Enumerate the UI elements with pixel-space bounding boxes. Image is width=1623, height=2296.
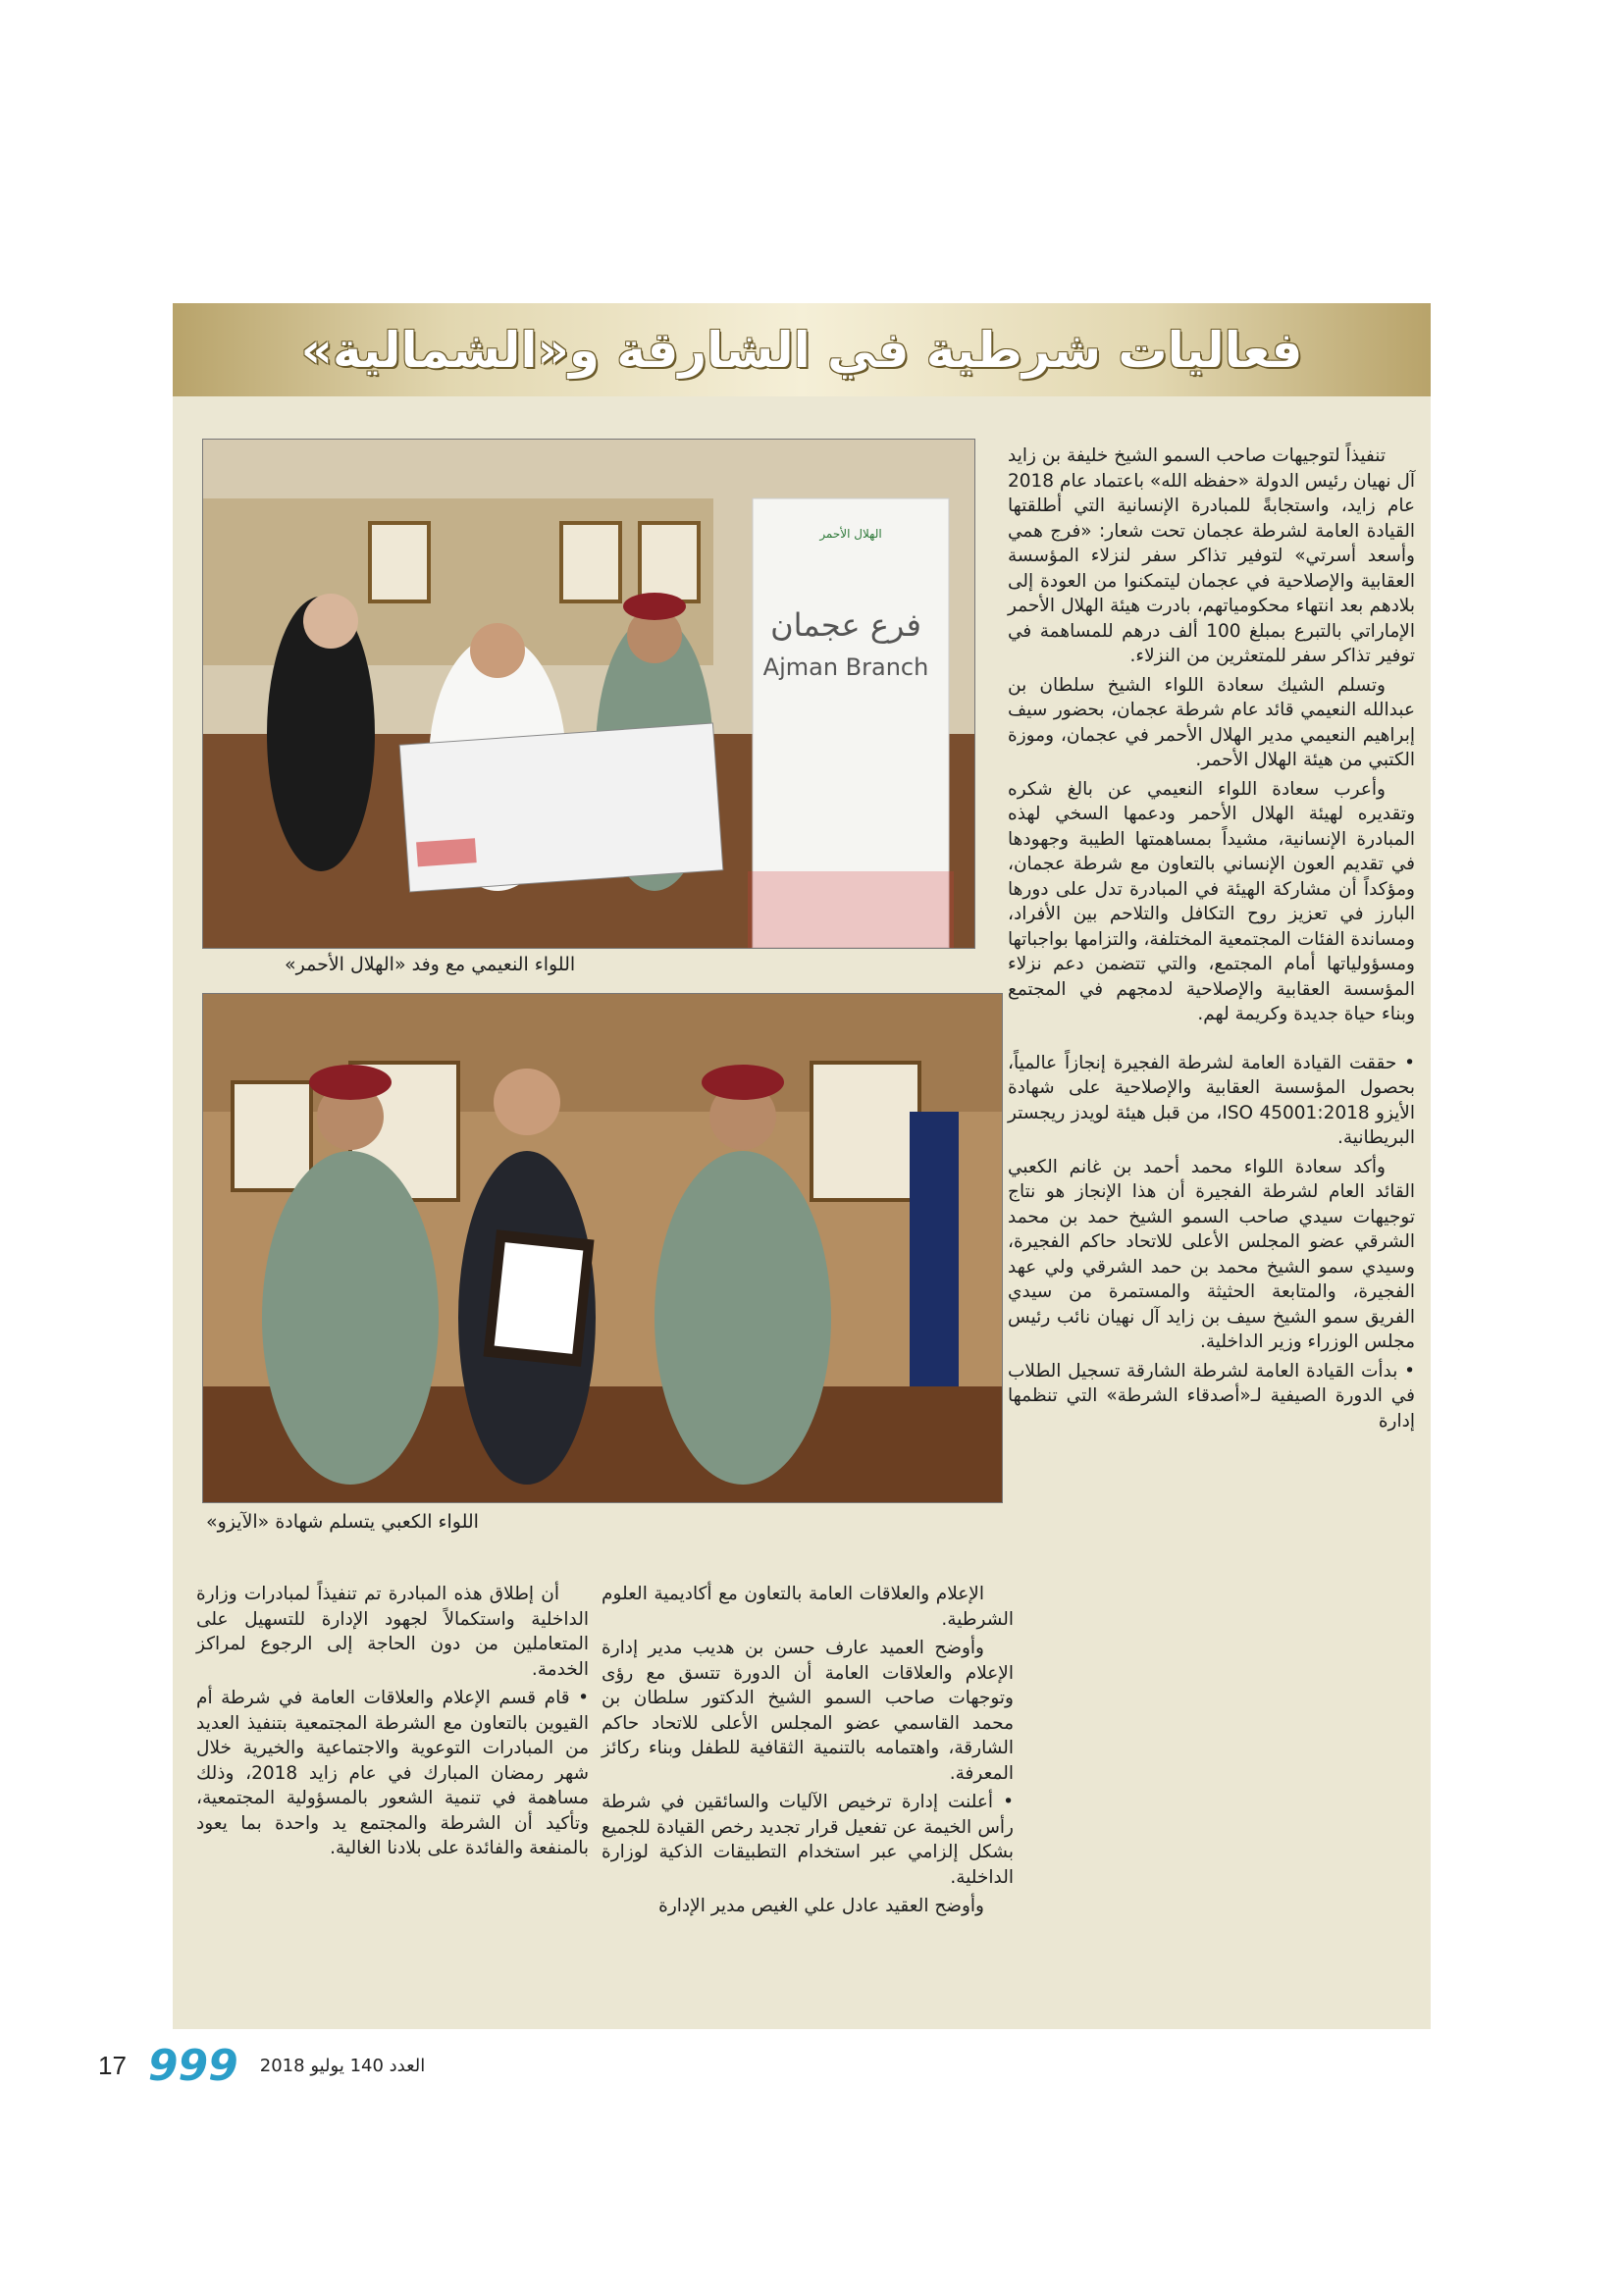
paragraph: وأكد سعادة اللواء محمد أحمد بن غانم الكعبي القائد العام لشرطة الفجيرة أن هذا الإنجاز هو نتاج توجيهات سيدي صاحب السمو الشيخ حمد بن محمد الشرقي عضو المجلس الأعلى للاتحاد حاكم الفجيرة، وسيدي سمو الشيخ محمد بن حمد الشرقي ولي عهد الفجيرة، والمتابعة الحثيثة والمستمرة من سيدي الفريق سمو الشيخ سيف بن زايد آل نهيان نائب رئيس مجلس الوزراء وزير الداخلية. [1008,1156,1415,1352]
paragraph: وأعرب سعادة اللواء النعيمي عن بالغ شكره وتقديره لهيئة الهلال الأحمر ودعمها السخي لهذه المبادرة الإنسانية، مشيداً بمساهمتها الطيبة وجهودها في تقديم العون الإنساني بالتعاون مع شرطة عجمان، ومؤكداً أن مشاركة الهيئة في المبادرة تدل على دورها البارز في تعزيز روح التكافل والتلاحم بين الأفراد، ومساندة الفئات المجتمعية المختلفة، والتزامها بواجباتها ومسؤولياتها أمام المجتمع، والتي تتضمن دعم نزلاء المؤسسة العقابية والإصلاحية لدمجهم في المجتمع وبناء حياة جديدة وكريمة لهم. [1008,778,1415,1024]
article-column-right [1008,444,1415,1437]
photo-iso-certificate [202,993,1003,1503]
paragraph: وأوضح العميد عارف حسن بن هديب مدير إدارة الإعلام والعلاقات العامة أن الدورة تتسق مع رؤى وتوجهات صاحب السمو الشيخ الدكتور سلطان بن محمد القاسمي عضو المجلس الأعلى للاتحاد حاكم الشارقة، واهتمامه بالتنمية الثقافية للطفل وبناء ركائز المعرفة. [602,1638,1014,1784]
issue-info: العدد 140 يوليو 2018 [259,2055,426,2076]
article-header [173,303,1431,396]
magazine-logo: 999 [147,2040,238,2091]
photo2-caption: اللواء الكعبي يتسلم شهادة «الآيزو» [206,1511,479,1533]
paragraph: تنفيذاً لتوجيهات صاحب السمو الشيخ خليفة بن زايد آل نهيان رئيس الدولة «حفظه الله» باعتماد عام 2018 عام زايد، واستجابةً للمبادرة الإنسانية التي أطلقتها القيادة العامة لشرطة عجمان تحت شعار: «فرج همي وأسعد أسرتي» لتوفير تذاكر سفر لنزلاء المؤسسة العقابية والإصلاحية في عجمان ليتمكنوا من العودة إلى بلادهم بعد انتهاء محكومياتهم، بادرت هيئة الهلال الأحمر الإماراتي بالتبرع بمبلغ 100 ألف درهم للمساهمة في توفير تذاكر سفر للمتعثرين من النزلاء. [1008,445,1415,666]
article-column-left [196,1582,589,1865]
paragraph: • قام قسم الإعلام والعلاقات العامة في شرطة أم القيوين بالتعاون مع الشرطة المجتمعية بتنفيذ العديد من المبادرات التوعوية والاجتماعية والخيرية خلال شهر رمضان المبارك في عام زايد 2018، وذلك مساهمة في تنمية الشعور بالمسؤولية المجتمعية، وتأكيد أن الشرطة والمجتمع يد واحدة بما يعود بالمنفعة والفائدة على بلادنا الغالية. [196,1688,589,1858]
paragraph: وأوضح العقيد عادل علي الغيص مدير الإدارة [658,1896,984,1916]
page-number: 17 [98,2050,127,2080]
paragraph: • بدأت القيادة العامة لشرطة الشارقة تسجيل الطلاب في الدورة الصيفية لـ«أصدقاء الشرطة» التي تنظمها إدارة [1008,1360,1415,1432]
banner-arabic-text: فرع عجمان [770,606,921,644]
paragraph: • حققت القيادة العامة لشرطة الفجيرة إنجازاً عالمياً، بحصول المؤسسة العقابية والإصلاحية على شهادة الأيزو ISO 45001:2018، من قبل هيئة لويدز ريجستر البريطانية. [1008,1052,1415,1148]
photo-certificate-illustration [203,994,1002,1502]
svg-text:الهلال الأحمر: الهلال الأحمر [819,527,882,541]
paragraph: وتسلم الشيك سعادة اللواء الشيخ سلطان بن عبدالله النعيمي قائد عام شرطة عجمان، بحضور سيف إبراهيم النعيمي مدير الهلال الأحمر في عجمان، وموزة الكتبي من هيئة الهلال الأحمر. [1008,674,1415,770]
paragraph: • أعلنت إدارة ترخيص الآليات والسائقين في شرطة رأس الخيمة عن تفعيل قرار تجديد رخص القيادة للجميع بشكل إلزامي عبر استخدام التطبيقات الذكية لوزارة الداخلية. [602,1792,1014,1888]
photo-cheque-illustration [203,440,974,948]
paragraph: الإعلام والعلاقات العامة بالتعاون مع أكاديمية العلوم الشرطية. [602,1584,1014,1630]
article-title: فعاليات شرطية في الشارقة و«الشمالية» [300,321,1303,379]
photo1-caption: اللواء النعيمي مع وفد «الهلال الأحمر» [285,954,576,975]
paragraph: أن إطلاق هذه المبادرة تم تنفيذاً لمبادرات وزارة الداخلية واستكمالاً لجهود الإدارة للتسهيل على المتعاملين من دون الحاجة إلى الرجوع لمراكز الخدمة. [196,1584,589,1680]
banner-english-text: Ajman Branch [762,653,929,681]
page-footer [98,2041,425,2090]
photo-cheque-handover [202,439,975,949]
article-column-middle [602,1582,1014,1923]
